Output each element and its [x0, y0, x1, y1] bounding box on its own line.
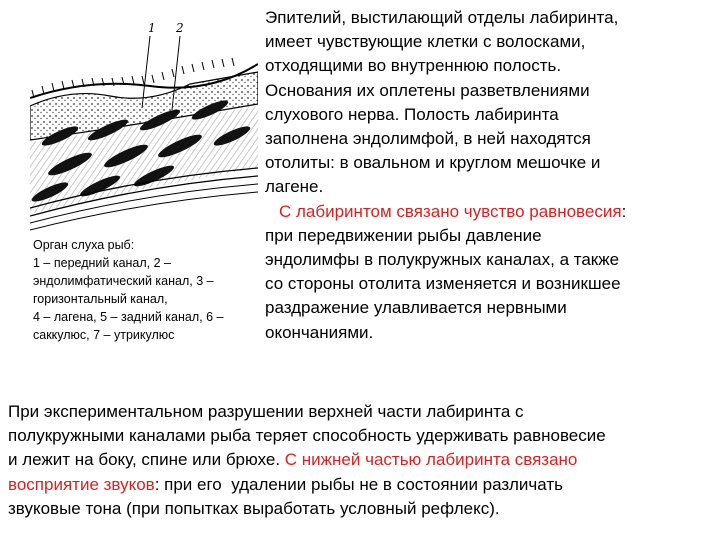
text-line: раздражение улавливается нервными [265, 298, 567, 318]
text-line: При экспериментальном разрушении верхней части лабиринта с [8, 402, 524, 421]
figure-label-2: 2 [176, 21, 184, 35]
text-line: слухового нерва. Полость лабиринта [265, 104, 559, 124]
epithelium-description [265, 6, 713, 345]
experiment-paragraph [8, 400, 718, 521]
text-line [8, 448, 718, 472]
text-fragment: : при его удалении рыбы не в состоянии различать [154, 474, 563, 494]
hearing-highlight: восприятие звуков [8, 474, 155, 494]
caption-line: Орган слуха рыб: [33, 238, 135, 252]
text-line: окончаниями. [265, 322, 374, 342]
balance-highlight: С лабиринтом связано чувство равновесия [279, 201, 622, 221]
caption-line: 4 – лагена, 5 – задний канал, 6 – [33, 310, 224, 324]
text-fragment: : [621, 201, 627, 221]
text-line: лагене. [265, 177, 324, 197]
caption-line: горизонтальный канал, [33, 292, 168, 306]
text-line: при передвижении рыбы давление [265, 225, 542, 245]
figure-caption [33, 236, 258, 344]
text-line [8, 473, 718, 497]
epithelium-illustration [30, 18, 258, 240]
text-line: полукружными каналами рыба теряет способность удерживать равновесие [8, 426, 606, 446]
text-line: заполнена эндолимфой, в ней находятся [265, 129, 591, 149]
text-fragment: и лежит на боку, спине или брюхе. [8, 450, 285, 470]
text-line: Основания их оплетены разветвлениями [265, 80, 590, 100]
text-line: эндолимфы в полукружных каналах, а также [265, 250, 620, 270]
text-line: Эпителий, выстилающий отделы лабиринта, [265, 8, 619, 27]
text-line: отолиты: в овальном и круглом мешочке и [265, 153, 601, 173]
text-line [265, 200, 713, 224]
text-line: звуковые тона (при попытках выработать условный рефлекс). [8, 498, 500, 518]
hearing-highlight: С нижней частью лабиринта связано [284, 450, 578, 470]
caption-line: 1 – передний канал, 2 – [33, 256, 172, 270]
caption-line: эндолимфатический канал, 3 – [33, 274, 214, 288]
text-line: со стороны отолита изменяется и возникшее [265, 274, 621, 294]
text-line: имеет чувствующие клетки с волосками, [265, 32, 586, 52]
text-line: отходящими во внутреннюю полость. [265, 56, 562, 76]
caption-line: саккулюс, 7 – утрикулюс [33, 328, 175, 342]
figure-label-1: 1 [148, 21, 156, 35]
